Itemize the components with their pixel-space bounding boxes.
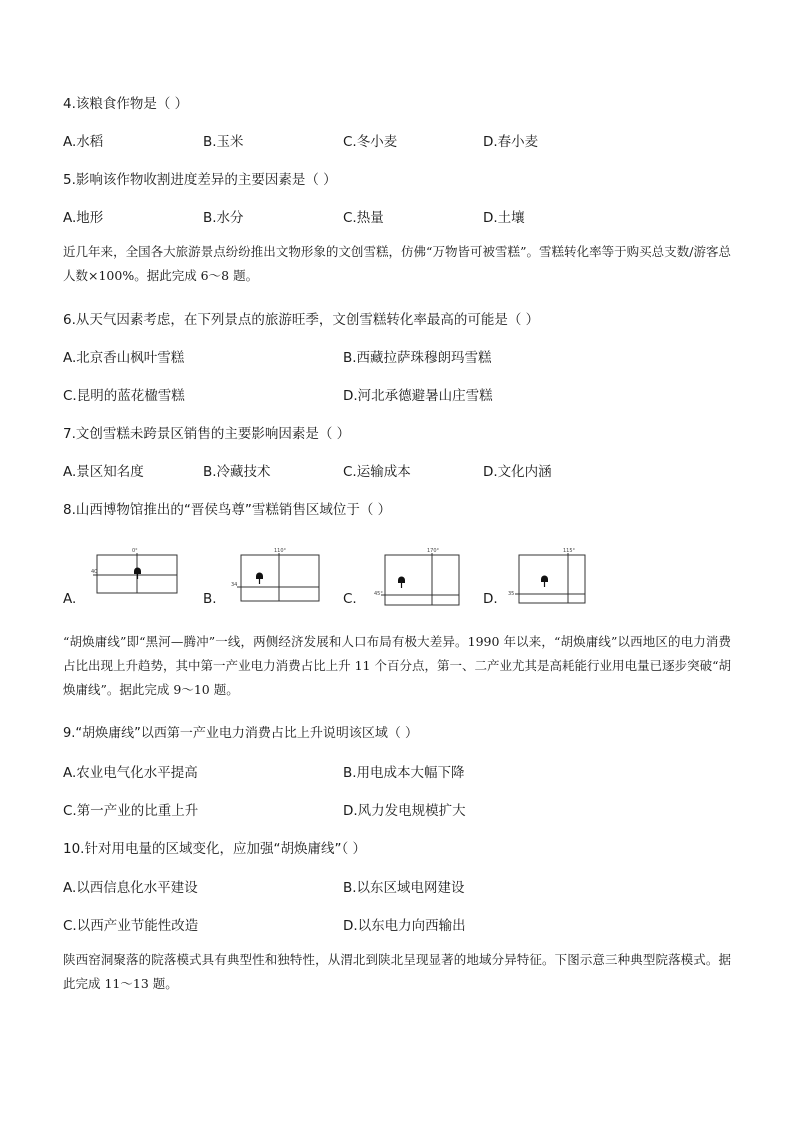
ice-cream-icon [398,577,405,589]
q6-option-b[interactable]: B.西藏拉萨珠穆朗玛雪糕 [343,350,492,366]
q4-option-a[interactable]: A.水稻 [63,134,104,150]
question-4-stem: 4.该粮食作物是（ ） [63,96,189,112]
q8-option-c[interactable] [343,545,463,607]
q8-option-d-map [483,545,603,607]
ice-cream-icon [256,573,263,585]
question-9-stem: 9.“胡焕庸线”以西第一产业电力消费占比上升说明该区域（ ） [63,726,419,741]
q8-option-c-label: C. [343,591,357,607]
q8-option-a-label: A. [63,591,77,607]
question-5-stem: 5.影响该作物收割进度差异的主要因素是（ ） [63,172,337,188]
q10-option-c[interactable]: C.以西产业节能性改造 [63,918,199,934]
question-10-stem: 10.针对用电量的区域变化，应加强“胡焕庸线”（ ） [63,841,366,857]
q8-option-b-map [203,545,323,607]
question-6-stem: 6.从天气因素考虑，在下列景点的旅游旺季，文创雪糕转化率最高的可能是（ ） [63,312,540,328]
q9-option-c[interactable]: C.第一产业的比重上升 [63,803,199,819]
q8-option-c-map [343,545,463,607]
question-8-stem: 8.山西博物馆推出的“晋侯鸟尊”雪糕销售区域位于（ ） [63,502,392,518]
q5-option-c[interactable]: C.热量 [343,210,384,226]
q8-c-lon-tick: 170° [427,548,440,554]
q10-option-d[interactable]: D.以东电力向西输出 [343,918,466,934]
q6-option-c[interactable]: C.昆明的蓝花楹雪糕 [63,388,185,404]
q7-option-a[interactable]: A.景区知名度 [63,464,144,480]
question-7-stem: 7.文创雪糕未跨景区销售的主要影响因素是（ ） [63,426,351,442]
ice-cream-icon [541,576,548,588]
q8-option-a[interactable] [63,545,183,607]
q5-option-d[interactable]: D.土壤 [483,210,525,226]
q8-d-lat-tick: 35 [508,591,515,597]
q8-a-lat-tick: 40 [91,569,98,575]
q7-option-c[interactable]: C.运输成本 [343,464,411,480]
q4-option-d[interactable]: D.春小麦 [483,134,539,150]
q8-option-a-map [63,545,183,607]
q8-b-lon-tick: 110° [274,548,287,554]
q4-option-c[interactable]: C.冬小麦 [343,134,398,150]
q9-option-a[interactable]: A.农业电气化水平提高 [63,765,198,781]
q9-option-d[interactable]: D.风力发电规模扩大 [343,803,466,819]
q4-option-b[interactable]: B.玉米 [203,134,244,150]
passage-9-10: “胡焕庸线”即“黑河—腾冲”一线，两侧经济发展和人口布局有极大差异。1990 年以来，“胡焕庸线”以西地区的电力消费占比出现上升趋势，其中第一产业电力消费占比上升 11 个百分点，第一、二产业尤其是高耗能行业用电量已逐步突破“胡焕庸线”。据此完成 9～10 题。 [63,634,731,697]
q10-option-b[interactable]: B.以东区域电网建设 [343,880,465,896]
q8-b-lat-tick: 34 [231,582,238,588]
q6-option-a[interactable]: A.北京香山枫叶雪糕 [63,350,185,366]
q9-option-b[interactable]: B.用电成本大幅下降 [343,765,465,781]
q6-option-d[interactable]: D.河北承德避暑山庄雪糕 [343,388,493,404]
q8-option-b-label: B. [203,591,217,607]
q5-option-b[interactable]: B.水分 [203,210,244,226]
passage-11-13: 陕西窑洞聚落的院落模式具有典型性和独特性，从渭北到陕北呈现显著的地域分异特征。下图示意三种典型院落模式。据此完成 11～13 题。 [63,952,731,991]
q5-option-a[interactable]: A.地形 [63,210,104,226]
q8-a-lon-tick: 0° [132,548,138,554]
passage-6-8: 近几年来，全国各大旅游景点纷纷推出文物形象的文创雪糕，仿佛“万物皆可被雪糕”。雪糕转化率等于购买总支数/游客总人数×100%。据此完成 6～8 题。 [63,244,731,283]
q10-option-a[interactable]: A.以西信息化水平建设 [63,880,198,896]
q8-option-d[interactable] [483,545,603,607]
q7-option-d[interactable]: D.文化内涵 [483,464,552,480]
q8-d-lon-tick: 115° [563,548,576,554]
q8-c-lat-tick: 45° [374,591,383,597]
q8-option-d-label: D. [483,591,498,607]
q7-option-b[interactable]: B.冷藏技术 [203,464,271,480]
q8-option-b[interactable] [203,545,323,607]
ice-cream-icon [134,568,141,580]
